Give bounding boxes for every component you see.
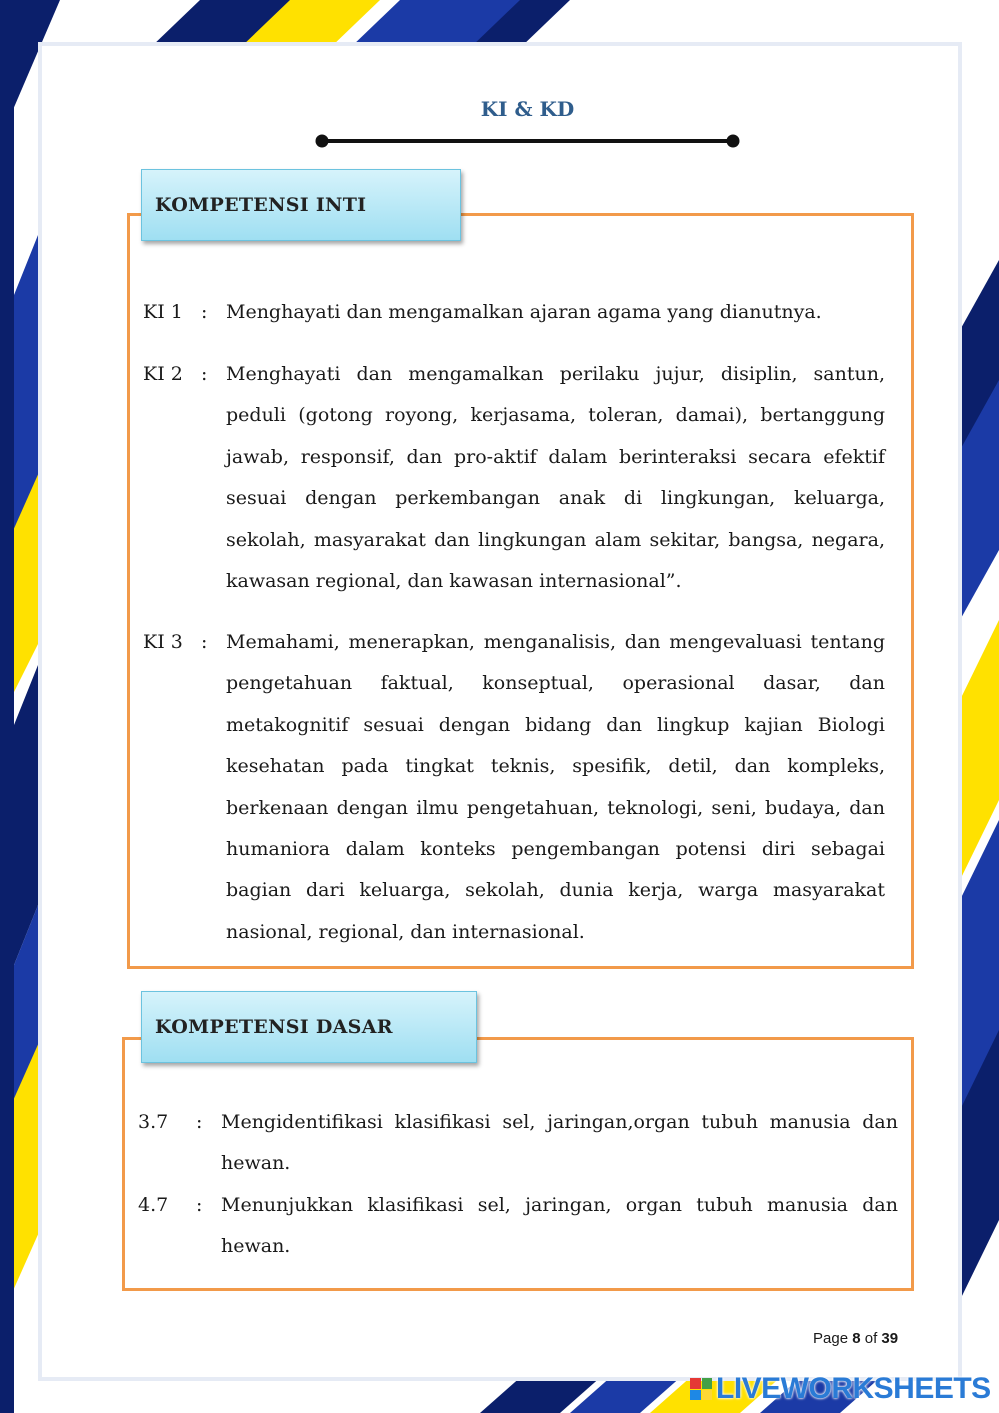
liveworksheets-icon xyxy=(690,1378,712,1400)
liveworksheets-wordmark: LIVEWORKSHEETS xyxy=(716,1372,991,1405)
page-total: 39 xyxy=(881,1330,899,1347)
kd-text: Mengidentifikasi klasifikasi sel, jaringan,organ tubuh manusia dan hewan. xyxy=(221,1111,898,1175)
page-current: 8 xyxy=(852,1330,861,1347)
kd-text: Menunjukkan klasifikasi sel, jaringan, organ tubuh manusia dan hewan. xyxy=(221,1194,898,1258)
page-title: KI & KD xyxy=(480,97,575,121)
liveworksheets-logo xyxy=(690,1372,991,1406)
ki-code: KI 2 xyxy=(143,363,183,385)
kd-code: 3.7 xyxy=(138,1111,169,1133)
page-number xyxy=(813,1330,898,1347)
page-prefix: Page xyxy=(813,1330,849,1347)
ki-text: Menghayati dan mengamalkan ajaran agama yang dianutnya. xyxy=(226,301,822,323)
ki-separator: : xyxy=(201,363,208,385)
kd-separator: : xyxy=(196,1194,203,1216)
ki-separator: : xyxy=(201,301,208,323)
kd-separator: : xyxy=(196,1111,203,1133)
title-divider xyxy=(315,134,740,148)
ki-text: Memahami, menerapkan, menganalisis, dan mengevaluasi tentang pengetahuan faktual, konseptual, operasional dasar, dan metakognitif sesuai dengan bidang dan lingkup kajian Biologi kesehatan pada tingkat teknis, spesifik, detil, dan kompleks, berkenaan dengan ilmu pengetahuan, teknologi, seni, budaya, dan humaniora dalam konteks pengembangan potensi diri sebagai bagian dari keluarga, sekolah, dunia kerja, warga masyarakat nasional, regional, dan internasional. xyxy=(226,631,885,943)
kompetensi-inti-heading: KOMPETENSI INTI xyxy=(141,169,461,241)
ki-separator: : xyxy=(201,631,208,653)
ki-code: KI 3 xyxy=(143,631,183,653)
ki-code: KI 1 xyxy=(143,301,183,323)
ki-text: Menghayati dan mengamalkan perilaku jujur, disiplin, santun, peduli (gotong royong, kerjasama, toleran, damai), bertanggung jawab, responsif, dan pro-aktif dalam berinteraksi secara efektif sesuai dengan perkembangan anak di lingkungan, keluarga, sekolah, masyarakat dan lingkungan alam sekitar, bangsa, negara, kawasan regional, dan kawasan internasional”. xyxy=(226,363,885,593)
page-of: of xyxy=(864,1330,878,1347)
kompetensi-dasar-heading: KOMPETENSI DASAR xyxy=(141,991,477,1063)
kd-code: 4.7 xyxy=(138,1194,169,1216)
